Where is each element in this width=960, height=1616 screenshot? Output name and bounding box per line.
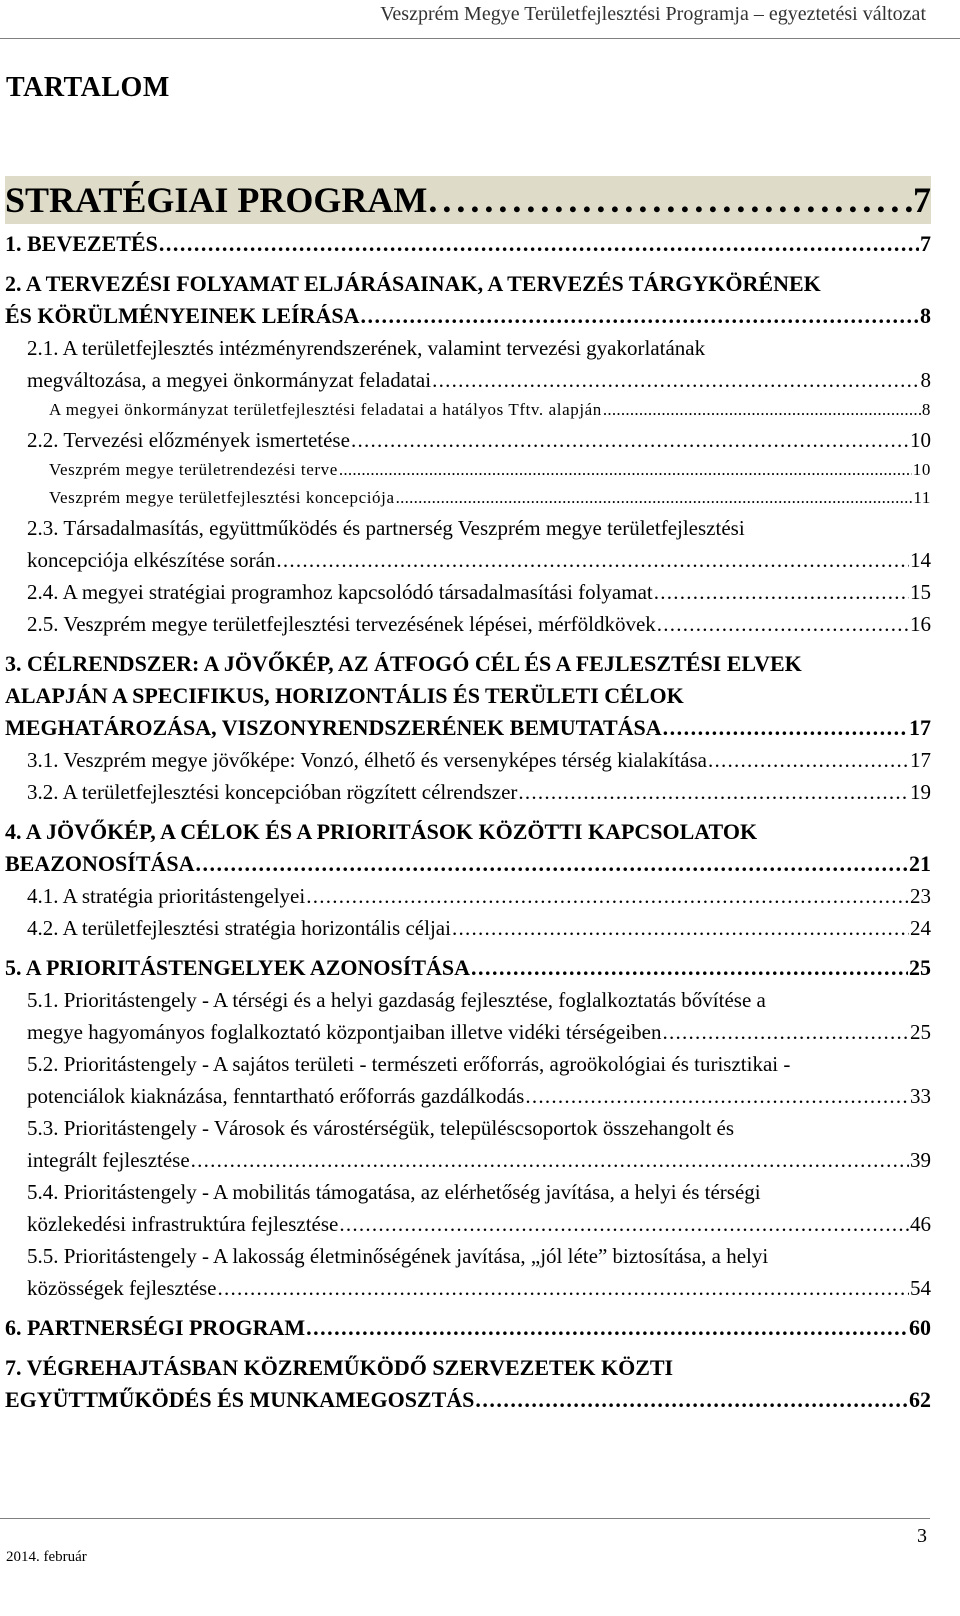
toc-entry-text: 3.1. Veszprém megye jövőképe: Vonzó, élhető és versenyképes térség kialakítása xyxy=(27,748,707,772)
toc-entry-text: 2.3. Társadalmasítás, együttműködés és partnerség Veszprém megye területfejlesztési xyxy=(27,516,745,540)
toc-entry-text: 7. VÉGREHAJTÁSBAN KÖZREMŰKÖDŐ SZERVEZETEK KÖZTI xyxy=(5,1355,674,1380)
toc-entry[interactable] xyxy=(5,396,931,424)
toc-entry-page: 10 xyxy=(912,460,931,479)
toc-entry[interactable] xyxy=(5,816,931,880)
toc-entry-text: STRATÉGIAI PROGRAM xyxy=(5,180,428,220)
toc-entry-text: BEAZONOSÍTÁSA xyxy=(5,851,195,876)
toc-entry-page: 39 xyxy=(910,1148,931,1172)
toc-entry[interactable] xyxy=(5,648,931,744)
toc-entry[interactable] xyxy=(5,952,931,984)
toc-entry-text: 3. CÉLRENDSZER: A JÖVŐKÉP, AZ ÁTFOGÓ CÉL ÉS A FEJLESZTÉSI ELVEK xyxy=(5,651,802,676)
toc-entry-page: 17 xyxy=(910,748,931,772)
toc-entry[interactable] xyxy=(5,484,931,512)
toc-leader-dots xyxy=(603,396,921,424)
toc-leader-dots xyxy=(361,300,919,332)
toc-entry-page: 25 xyxy=(910,1020,931,1044)
toc-entry[interactable] xyxy=(5,424,931,456)
toc-leader-dots xyxy=(432,364,919,396)
toc-leader-dots xyxy=(276,544,909,576)
toc-entry-text: Veszprém megye területrendezési terve xyxy=(49,460,338,479)
toc-entry-text: 2.1. A területfejlesztés intézményrendszerének, valamint tervezési gyakorlatának xyxy=(27,336,706,360)
toc-entry-page: 62 xyxy=(909,1387,931,1412)
toc-heading: TARTALOM xyxy=(6,72,170,103)
toc-leader-dots xyxy=(339,1208,909,1240)
toc-entry-text: 2.5. Veszprém megye területfejlesztési tervezésének lépései, mérföldkövek xyxy=(27,612,656,636)
toc-entry-text: integrált fejlesztése xyxy=(27,1148,190,1172)
toc-entry-text: közösségek fejlesztése xyxy=(27,1276,217,1300)
toc-entry[interactable] xyxy=(5,776,931,808)
toc-entry[interactable] xyxy=(5,228,931,260)
toc-entry-page: 7 xyxy=(920,231,931,256)
toc-entry-text: 5. A PRIORITÁSTENGELYEK AZONOSÍTÁSA xyxy=(5,955,470,980)
toc-entry-page: 14 xyxy=(910,548,931,572)
toc-leader-dots xyxy=(654,576,909,608)
toc-entry-text: EGYÜTTMŰKÖDÉS ÉS MUNKAMEGOSZTÁS xyxy=(5,1387,475,1412)
toc-leader-dots xyxy=(159,228,919,260)
toc-entry-page: 11 xyxy=(913,488,931,507)
toc-leader-dots xyxy=(452,912,909,944)
toc-entry-text: A megyei önkormányzat területfejlesztési feladatai a hatályos Tftv. alapján xyxy=(49,400,602,419)
toc-leader-dots xyxy=(339,456,912,484)
toc-entry-page: 7 xyxy=(913,180,931,220)
toc-entry-text: 6. PARTNERSÉGI PROGRAM xyxy=(5,1315,306,1340)
toc-entry-text: 4.1. A stratégia prioritástengelyei xyxy=(27,884,306,908)
toc-entry[interactable] xyxy=(5,512,931,576)
toc-entry[interactable] xyxy=(5,576,931,608)
toc-entry-text: megváltozása, a megyei önkormányzat feladatai xyxy=(27,368,432,392)
toc-entry-page: 19 xyxy=(910,780,931,804)
toc-entry[interactable] xyxy=(5,608,931,640)
toc-entry-text: ALAPJÁN A SPECIFIKUS, HORIZONTÁLIS ÉS TERÜLETI CÉLOK xyxy=(5,683,684,708)
toc-entry-page: 54 xyxy=(910,1276,931,1300)
toc-entry-text: ÉS KÖRÜLMÉNYEINEK LEÍRÁSA xyxy=(5,303,360,328)
toc-entry[interactable] xyxy=(5,880,931,912)
toc-entries-list xyxy=(5,228,931,1416)
toc-entry-page: 16 xyxy=(910,612,931,636)
toc-entry-text: potenciálok kiaknázása, fenntartható erőforrás gazdálkodás xyxy=(27,1084,525,1108)
toc-leader-dots xyxy=(475,1384,908,1416)
toc-entry-text: Veszprém megye területfejlesztési koncepciója xyxy=(49,488,395,507)
toc-leader-dots xyxy=(218,1272,909,1304)
page-number: 3 xyxy=(917,1525,927,1547)
toc-entry-page: 60 xyxy=(909,1315,931,1340)
toc-entry-text: 1. BEVEZETÉS xyxy=(5,231,158,256)
toc-leader-dots xyxy=(525,1080,909,1112)
toc-leader-dots xyxy=(351,424,909,456)
toc-entry-page: 10 xyxy=(910,428,931,452)
toc-entry-text: közlekedési infrastruktúra fejlesztése xyxy=(27,1212,339,1236)
toc-entry-page: 25 xyxy=(909,955,931,980)
toc-entry-page: 8 xyxy=(920,303,931,328)
toc-entry-page: 46 xyxy=(910,1212,931,1236)
toc-entry[interactable] xyxy=(5,1352,931,1416)
toc-entry[interactable] xyxy=(5,744,931,776)
toc-entry[interactable] xyxy=(5,1176,931,1240)
toc-entry[interactable] xyxy=(5,456,931,484)
toc-entry-text: 2.4. A megyei stratégiai programhoz kapcsolódó társadalmasítási folyamat xyxy=(27,580,653,604)
toc-leader-dots xyxy=(471,952,908,984)
toc-leader-dots xyxy=(428,176,912,224)
toc-leader-dots xyxy=(663,712,908,744)
toc-entry[interactable] xyxy=(5,1240,931,1304)
toc-entry-page: 17 xyxy=(909,715,931,740)
toc-entry-page: 23 xyxy=(910,884,931,908)
toc-leader-dots xyxy=(708,744,909,776)
toc-entry-text: 2.2. Tervezési előzmények ismertetése xyxy=(27,428,350,452)
toc-entry-text: 3.2. A területfejlesztési koncepcióban rögzített célrendszer xyxy=(27,780,518,804)
header-title: Veszprém Megye Területfejlesztési Programja – egyeztetési változat xyxy=(380,3,926,25)
toc-entry-text: 2. A TERVEZÉSI FOLYAMAT ELJÁRÁSAINAK, A TERVEZÉS TÁRGYKÖRÉNEK xyxy=(5,271,821,296)
toc-leader-dots xyxy=(662,1016,909,1048)
page-header xyxy=(0,0,960,39)
toc-entry-page: 24 xyxy=(910,916,931,940)
toc-leader-dots xyxy=(306,1312,908,1344)
toc-entry-text: 4.2. A területfejlesztési stratégia horizontális céljai xyxy=(27,916,451,940)
toc-entry-top[interactable] xyxy=(5,176,931,224)
toc-leader-dots xyxy=(196,848,908,880)
toc-leader-dots xyxy=(396,484,913,512)
footer-date: 2014. február xyxy=(6,1549,87,1565)
toc-entry[interactable] xyxy=(5,984,931,1048)
toc-leader-dots xyxy=(191,1144,909,1176)
toc-entry-page: 8 xyxy=(920,368,931,392)
toc-leader-dots xyxy=(518,776,909,808)
footer-rule xyxy=(0,1518,930,1519)
toc-entry-text: 5.1. Prioritástengely - A térségi és a helyi gazdaság fejlesztése, foglalkoztatás bővítése a xyxy=(27,988,766,1012)
toc-entry-page: 21 xyxy=(909,851,931,876)
toc-leader-dots xyxy=(657,608,909,640)
table-of-contents xyxy=(5,176,931,1416)
toc-entry[interactable] xyxy=(5,1312,931,1344)
toc-entry-text: 5.5. Prioritástengely - A lakosság életminőségének javítása, „jól léte” biztosítása, a helyi xyxy=(27,1244,769,1268)
toc-entry-text: MEGHATÁROZÁSA, VISZONYRENDSZERÉNEK BEMUTATÁSA xyxy=(5,715,662,740)
toc-entry-text: 5.4. Prioritástengely - A mobilitás támogatása, az elérhetőség javítása, a helyi és térségi xyxy=(27,1180,761,1204)
toc-entry-page: 33 xyxy=(910,1084,931,1108)
toc-entry-text: 5.3. Prioritástengely - Városok és várostérségük, településcsoportok összehangolt és xyxy=(27,1116,735,1140)
toc-entry[interactable] xyxy=(5,1048,931,1112)
toc-entry-text: 5.2. Prioritástengely - A sajátos területi - természeti erőforrás, agroökológiai és turisztikai - xyxy=(27,1052,791,1076)
toc-entry-page: 8 xyxy=(921,400,931,419)
toc-leader-dots xyxy=(306,880,909,912)
toc-entry-text: 4. A JÖVŐKÉP, A CÉLOK ÉS A PRIORITÁSOK KÖZÖTTI KAPCSOLATOK xyxy=(5,819,758,844)
toc-entry-page: 15 xyxy=(910,580,931,604)
toc-entry[interactable] xyxy=(5,912,931,944)
toc-entry[interactable] xyxy=(5,1112,931,1176)
toc-entry-text: koncepciója elkészítése során xyxy=(27,548,276,572)
toc-entry-text: megye hagyományos foglalkoztató központjaiban illetve vidéki térségeiben xyxy=(27,1020,662,1044)
toc-entry[interactable] xyxy=(5,268,931,332)
toc-entry[interactable] xyxy=(5,332,931,396)
